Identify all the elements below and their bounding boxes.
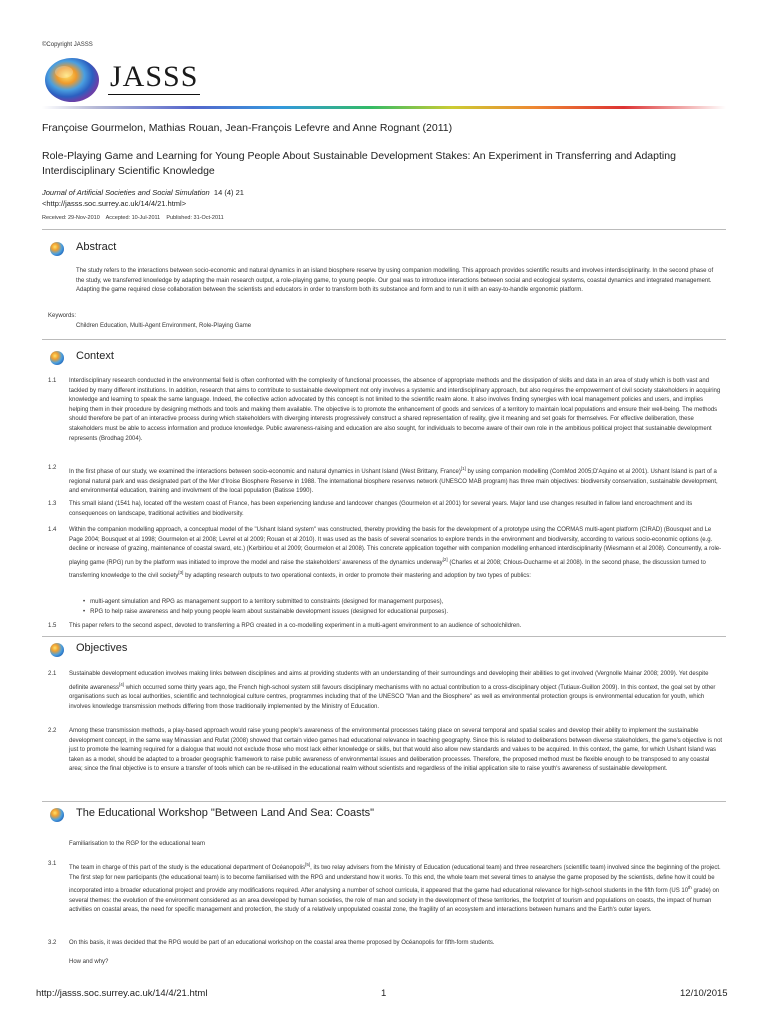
subsection-question: How and why? [69,959,109,965]
paragraph-3-2: On this basis, it was decided that the RPG would be part of an educational workshop on the coastal area theme proposed by Océanopolis for fifth-form students. [69,940,495,946]
paragraph-1-3: This small island (1541 ha), located off the western coast of France, has been experiencing landuse and landcover changes (Gourmelon et al 2001) for several years. Major land use changes resulted in fallow land encroachment and its consequences on landscape, traditional activities and biodiversity. [69,501,693,517]
para-number: 3.2 [48,940,57,946]
article-title: Role-Playing Game and Learning for Young People About Sustainable Development Stakes: An Experiment in Transferring and Adapting Interdisciplinary Scientific Knowledge [42,150,676,177]
para-number: 1.1 [48,378,57,384]
para-number: 1.2 [48,465,57,471]
subsection-heading: Familiarisation to the RGP for the educational team [69,841,205,847]
para-number: 1.5 [48,623,57,629]
keywords-label: Keywords: [48,313,77,319]
footer-date: 12/10/2015 [680,988,728,999]
footnote-ref[interactable]: [1] [460,466,466,471]
paragraph-2-2: Among these transmission methods, a play-based approach would raise young people's awareness of the environmental processes taking place on several temporal and spatial scales and develop their ability to implement the sustainable development concept, in the same way Minassian and Rufat (2008) showed that certain video games had educational relevance in teaching geography. Since this is related to deliberations between diverse stakeholders, the game's objective is not just to promote the learning required for a dialogue that would not exclude those who most lack either knowledge or skills, but that would also allow new standards and values to be acquired. In this context, the game, for which Ushant Island was taken as a model, should be adapted to a broader geographic framework to raise public awareness of environmental issues and deliberation processes. Therefore, the proposed method must be flexible enough to be transposed to any coastal area; since the final objective is to ensure a transfer of tools which can be re-utilised in the educational realm without scientists and regardless of the initial application site to raise youth's awareness of sustainable development. [69,728,723,773]
divider [42,339,726,340]
list-item: • RPG to help raise awareness and help young people learn about sustainable development issues (designed for educational purposes). [92,607,448,617]
globe-icon [50,242,64,256]
header-rainbow-rule [42,106,726,109]
globe-icon [50,808,64,822]
list-item: • multi-agent simulation and RPG as management support to a territory submitted to constraints (designed for management purposes), [92,597,448,607]
divider [42,801,726,802]
logo-globe-icon [42,56,102,106]
authors: Françoise Gourmelon, Mathias Rouan, Jean-François Lefevre and Anne Rognant (2011) [42,122,453,134]
journal-citation [42,188,244,197]
journal-name: Journal of Artificial Societies and Social Simulation [42,188,210,197]
publication-dates: Received: 29-Nov-2010 Accepted: 10-Jul-2011 Published: 31-Oct-2011 [42,215,224,221]
logo-underline [108,94,200,95]
footnote-ref[interactable]: [4] [119,681,125,687]
paragraph-1-4: Within the companion modelling approach, a conceptual model of the "Ushant Island system" was constructed, thereby providing the basis for the development of a prototype using the CORMAS multi-agent platform (CIRAD) (Bousquet and Le Page 2004; Bousquet et al 1998; Gourmelon et al 2008; Levrel et al 2009; Rouan et al 2010). It was used as the basis of several scenarios to explore trends in the environment and biodiversity, according to various socio-economic options (e.g. decline or increase of grazing, maintenance of coastal sward, etc.) (Kerbiriou et al 2009; Gourmelon et al 2008). This concrete application together with companion modelling enhanced interdisciplinarity (Wiesmann et al 2008). Concurrently, a role-playing game (RPG) run by the platform was initiated to improve the model and raise the stakeholders' awareness of the dynamics underway[2] (Charles et al 2008; Chlous-Ducharme et al 2008). In the second phase, the discussion turned to transferring knowledge to the civil society[3] by adapting research outputs to two operational contexts, in order to promote their mastering and adoption by two types of publics: [69,527,722,580]
para-number: 1.3 [48,501,57,507]
para-number: 2.1 [48,671,57,677]
paragraph-2-1: Sustainable development education involves making links between disciplines and aims at providing students with an understanding of their surroundings and developing their abilities to get involved (Vergnolle Mainar 2008; 2009). Yet despite definite awareness[4] which occurred some thirty years ago, the French high-school system still favours disciplinary mechanisms with no actual contribution to a cross-disciplinary object (Tutiaux-Guillon 2009). In this context, the goal set by other organisations such as local authorities, scientific and technological culture centres, programmes including that of the UNESCO "Man and the Biosphere" as well as environmental protection groups is environmental education for youth, which involves knowledge transmission methods differing from those traditionally implemented by the Ministry of Education. [69,671,716,710]
para-number: 3.1 [48,861,57,867]
journal-issue: 14 (4) 21 [213,188,244,197]
divider [42,229,726,230]
footer-url[interactable]: http://jasss.soc.surrey.ac.uk/14/4/21.html [36,988,208,999]
article-url[interactable]: <http://jasss.soc.surrey.ac.uk/14/4/21.html> [42,199,187,208]
abstract-text: The study refers to the interactions between socio-economic and natural dynamics in an island biosphere reserve by using companion modelling. This approach provides scientific results and involves interdisciplinarity. In the second phase of the study, we transferred knowledge by adapting the main research output, a role-playing game, to young people. Our goal was to introduce interactions between social and ecological systems, coastal dynamics and integrated management. Adapting the game required close collaboration between the scientists and educators in order to transform both its substance and form and to run it with an easy-to-handle ergonomic platform. [76,268,714,294]
footnote-ref[interactable]: [2] [442,556,448,562]
copyright-notice: ©Copyright JASSS [42,42,93,48]
jasss-logo [42,56,199,104]
document-page: ©Copyright JASSS JASSS Françoise Gourmelon, Mathias Rouan, Jean-François Lefevre and Anne Rognant (2011) Role-Playing Game and Learning for Young People About Sustainable Development Stakes: An Experiment in Transferring and Adapting Interdisciplinary Scientific Knowledge Journal of Artificial Societies and Social Simulation 14 (4) 21 <http://jasss.soc.surrey.ac.uk/14/4/21.html> Received: 29-Nov-2010 Accepted: 10-Jul-2011 Published: 31-Oct-2011 Abstract The study refers to the interactions between socio-economic and natural dynamics in an island biosphere reserve by using companion modelling. This approach provides scientific results and involves interdisciplinarity. In the second phase of the study, we transferred knowledge by adapting the main research output, a role-playing game, to young people. Our goal was to introduce interactions between social and ecological systems, coastal dynamics and integrated management. Adapting the game required close collaboration between the scientists and educators in order to transform both its substance and form and to run it with an easy-to-handle ergonomic platform. Keywords: Children Education, Multi-Agent Environment, Role-Playing Game Context 1.1 Interdisciplinary research conducted in the environmental field is often confronted with the complexity of functional processes, the absence of appropriate methods and the dissipation of skills and data in an area of study which is both vast and tackled by many different institutions. In addition, research that aims to contribute to sustainable development not only involves a systemic and interdisciplinary approach, but also requires the empowerment of civil society stakeholders in acquiring knowledge and learning to speak the same language. Indeed, the collective action advocated by this concept is not limited to the scientific realm alone. It also involves finding synergies with local management policies and users, and implies helping them in their procedure by designing methods and tools and making them available. The objective is to promote the enhancement of goods and services of a territory to maintain local populations and ensure their well-being. The methods should therefore be part of an interactive process during which stakeholders with diverging interests progressively construct a shared representation of reality, give it meaning and set goals for themselves. For effective deliberation, these stakeholders must be able to access information and produce knowledge. Public awareness-raising and education are also sought, for individuals to become aware of their own role in the ambitious political project that sustainable development represents (Brodhag 2004). 1.2 In the first phase of our study, we examined the interactions between socio-economic and natural dynamics in Ushant Island (West Brittany, France)[1] by using companion modelling (ComMod 2005;D'Aquino et al 2001). Ushant Island is part of a regional natural park and was designated part of the Mer d'Iroise Biosphere Reserve in 1988. The international biosphere reserves network (UNESCO MAB program) has three main objectives: biodiversity conservation, sustainable development, and environmental education, training and involvment of the local population (Batisse 1990). 1.3 This small island (1541 ha), located off the western coast of France, has been experiencing landuse and landcover changes (Gourmelon et al 2001) for several years. Major land use changes resulted in fallow land encroachment and its consequences on landscape, traditional activities and biodiversity. 1.4 Within the companion modelling approach, a conceptual model of the "Ushant Island system" was constructed, thereby providing the basis for the development of a prototype using the CORMAS multi-agent platform (CIRAD) (Bousquet and Le Page 2004; Bousquet et al 1998; Gourmelon et al 2008; Levrel et al 2009; Rouan et al 2010). It was used as the basis of several scenarios to explore trends in the environment and biodiversity, according to various socio-economic options (e.g. decline or increase of grazing, maintenance of coastal sward, etc.) (Kerbiriou et al 2009; Gourmelon et al 2008). This concrete application together with companion modelling enhanced interdisciplinarity (Wiesmann et al 2008). Concurrently, a role-playing game (RPG) run by the platform was initiated to improve the model and raise the stakeholders' awareness of the dynamics underway[2] (Charles et al 2008; Chlous-Ducharme et al 2008). In the second phase, the discussion turned to transferring knowledge to the civil society[3] by adapting research outputs to two operational contexts, in order to promote their mastering and adoption by two types of publics: • multi-agent simulation and RPG as management support to a territory submitted to constraints (designed for management purposes), • RPG to help raise awareness and help young people learn about sustainable development issues (designed for educational purposes). 1.5 This paper refers to the second aspect, devoted to transferring a RPG created in a co-modelling experiment in a multi-agent environment to an audience of schoolchildren. Objectives 2.1 Sustainable development education involves making links between disciplines and aims at providing students with an understanding of their surroundings and developing their abilities to get involved (Vergnolle Mainar 2008; 2009). Yet despite definite awareness[4] which occurred some thirty years ago, the French high-school system still favours disciplinary mechanisms with no actual contribution to a cross-disciplinary object (Tutiaux-Guillon 2009). In this context, the goal set by other organisations such as local authorities, scientific and technological culture centres, programmes including that of the UNESCO "Man and the Biosphere" as well as environmental protection groups is environmental education for youth, which involves knowledge transmission methods differing from those traditionally implemented by the Ministry of Education. 2.2 Among these transmission methods, a play-based approach would raise young people's awareness of the environmental processes taking place on several temporal and spatial scales and develop their ability to implement the sustainable development concept, in the same way Minassian and Rufat (2008) showed that certain video games had educational relevance in teaching geography. Since this is related to deliberations between diverse stakeholders, the game's objective is not just to promote the learning required for a dialogue that would not exclude those who most lack either knowledge or skills, but that would also allow new standards and values to be acquired. In this context, the game, for which Ushant Island was taken as a model, should be adapted to a broader geographic framework to raise public awareness of environmental issues and deliberation processes. Therefore, the proposed method must be flexible enough to be transposed to any coastal area; since the final objective is to ensure a transfer of tools which can be re-utilised in the educational realm without scientists and regardless of the initial application site to raise youth's awareness of sustainable development. The Educational Workshop "Between Land And Sea: Coasts" Familiarisation to the RGP for the educational team 3.1 The team in charge of this part of the study is the educational department of Océanopolis[5], its two relay advisers from the Ministry of Education (educational team) and three researchers (scientific team) involved since the beginning of the project. The first step for new participants (the educational team) is to become familiarised with the RPG and understand how it works. To this end, the whole team met several times to analyse the game proposed by the scientists, define how it could be incorporated into a broader educational project and provide any modifications required. After analysing a number of school curricula, it appeared that the game had educational relevance for high-school students in the fifth form (US 10th grade) on several themes: the evolution of the environment considered as an area developed by human societies, the role of man and society in the development of these territories, the footprint of tourism and populations on coasts, the impact of human activities on coastal areas, the need for specific management and protection, the study of a relatively unpopulated coastal zone, the fragility of an ecosystem and interactions between humans and the Earth's outer layers. 3.2 On this basis, it was decided that the RPG would be part of an educational workshop on the coastal area theme proposed by Océanopolis for fifth-form students. How and why? http://jasss.soc.surrey.ac.uk/14/4/21.html 1 12/10/2015 [0,0,768,1024]
divider [42,636,726,637]
globe-icon [50,643,64,657]
globe-icon [50,351,64,365]
bullet-list [92,597,448,617]
footer-page-number: 1 [381,988,387,999]
para-number: 1.4 [48,527,57,533]
paragraph-1-2: In the first phase of our study, we examined the interactions between socio-economic and natural dynamics in Ushant Island (West Brittany, France)[1] by using companion modelling (ComMod 2005;D'Aquino et al 2001). Ushant Island is part of a regional natural park and was designated part of the Mer d'Iroise Biosphere Reserve in 1988. The international biosphere reserves network (UNESCO MAB program) has three main objectives: biodiversity conservation, sustainable development, and environmental education, training and involvment of the local population (Batisse 1990). [69,466,718,495]
paragraph-1-5: This paper refers to the second aspect, devoted to transferring a RPG created in a co-modelling experiment in a multi-agent environment to an audience of schoolchildren. [69,623,522,629]
para-number: 2.2 [48,728,57,734]
paragraph-3-1: The team in charge of this part of the study is the educational department of Océanopolis[5], its two relay advisers from the Ministry of Education (educational team) and three researchers (scientific team) involved since the beginning of the project. The first step for new participants (the educational team) is to become familiarised with the RPG and understand how it works. To this end, the whole team met several times to analyse the game proposed by the scientists, define how it could be incorporated into a broader educational project and provide any modifications required. After analysing a number of school curricula, it appeared that the game had educational relevance for high-school students in the fifth form (US 10th grade) on several themes: the evolution of the environment considered as an area developed by human societies, the role of man and society in the development of these territories, the footprint of tourism and populations on coasts, the impact of human activities on coastal areas, the need for specific management and protection, the study of a relatively unpopulated coastal zone, the fragility of an ecosystem and interactions between humans and the Earth's outer layers. [69,862,721,914]
logo-wordmark: JASSS [110,60,199,93]
footnote-ref[interactable]: [5] [305,862,311,867]
keywords-value: Children Education, Multi-Agent Environment, Role-Playing Game [76,323,252,329]
footnote-ref[interactable]: [3] [178,570,184,576]
paragraph-1-1: Interdisciplinary research conducted in the environmental field is often confronted with the complexity of functional processes, the absence of appropriate methods and the dissipation of skills and data in an area of study which is both vast and tackled by many different institutions. In addition, research that aims to contribute to sustainable development not only involves a systemic and interdisciplinary approach, but also requires the empowerment of civil society stakeholders in acquiring knowledge and learning to speak the same language. Indeed, the collective action advocated by this concept is not limited to the scientific realm alone. It also involves finding synergies with local management policies and users, and implies helping them in their procedure by designing methods and tools and making them available. The objective is to promote the enhancement of goods and services of a territory to maintain local populations and ensure their well-being. The methods should therefore be part of an interactive process during which stakeholders with diverging interests progressively construct a shared representation of reality, give it meaning and set goals for themselves. For effective deliberation, these stakeholders must be able to access information and produce knowledge. Public awareness-raising and education are also sought, for individuals to become aware of their own role in the ambitious political project that sustainable development represents (Brodhag 2004). [69,378,721,442]
